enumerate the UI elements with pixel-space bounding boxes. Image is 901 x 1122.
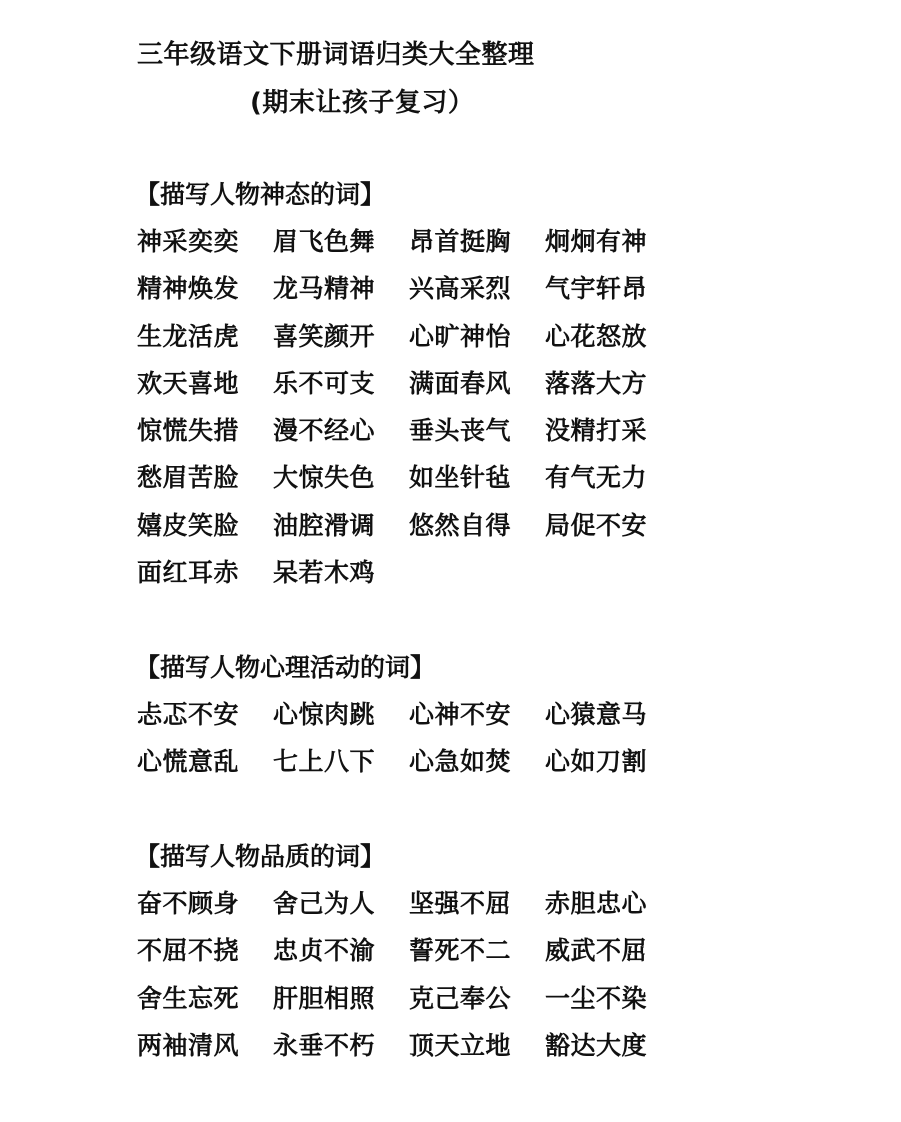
word-item: 神采奕奕	[137, 227, 240, 256]
word-item: 龙马精神	[273, 274, 376, 304]
word-item: 昂首挺胸	[409, 227, 512, 256]
word-item: 喜笑颜开	[273, 321, 376, 351]
page-subtitle: (期末让孩子复习）	[250, 88, 475, 118]
word-item: 克己奉公	[409, 983, 512, 1013]
word-item: 心惊肉跳	[273, 700, 376, 729]
word-item: 不屈不挠	[137, 936, 240, 966]
word-item: 肝胆相照	[273, 983, 376, 1013]
word-item: 心急如焚	[409, 747, 512, 777]
word-item: 漫不经心	[273, 416, 376, 446]
word-item: 顶天立地	[409, 1030, 512, 1060]
word-item: 惊慌失措	[137, 416, 240, 446]
word-item: 威武不屈	[545, 936, 648, 966]
word-item: 悠然自得	[409, 510, 512, 540]
word-item: 一尘不染	[545, 983, 648, 1013]
word-item: 油腔滑调	[273, 510, 376, 540]
word-item: 欢天喜地	[137, 368, 240, 398]
word-item: 兴高采烈	[409, 274, 512, 304]
word-item: 坚强不屈	[409, 889, 512, 918]
word-item: 心旷神怡	[409, 321, 512, 351]
section-heading: 【描写人物品质的词】	[135, 842, 386, 871]
word-grid	[137, 880, 681, 1069]
word-item: 奋不顾身	[137, 889, 240, 918]
word-item: 乐不可支	[273, 368, 376, 398]
word-item: 如坐针毡	[409, 463, 512, 493]
word-item: 誓死不二	[409, 936, 512, 966]
word-item: 眉飞色舞	[273, 227, 376, 256]
word-item: 嬉皮笑脸	[137, 510, 240, 540]
word-item: 忐忑不安	[137, 700, 240, 729]
word-item: 七上八下	[273, 747, 376, 777]
word-item: 没精打采	[545, 416, 648, 446]
word-item: 永垂不朽	[273, 1030, 376, 1060]
word-item: 生龙活虎	[137, 321, 240, 351]
word-item: 舍生忘死	[137, 983, 240, 1013]
word-item: 落落大方	[545, 368, 648, 398]
word-item: 有气无力	[545, 463, 648, 493]
word-item: 两袖清风	[137, 1030, 240, 1060]
word-item: 赤胆忠心	[545, 889, 648, 918]
word-item: 忠贞不渝	[273, 936, 376, 966]
word-item: 垂头丧气	[409, 416, 512, 446]
word-item: 心慌意乱	[137, 747, 240, 777]
word-item: 气宇轩昂	[545, 274, 648, 304]
word-item: 精神焕发	[137, 274, 240, 304]
word-item: 愁眉苦脸	[137, 463, 240, 493]
word-item: 满面春风	[409, 368, 512, 398]
word-item: 大惊失色	[273, 463, 376, 493]
word-item: 心花怒放	[545, 321, 648, 351]
word-item: 舍己为人	[273, 889, 376, 918]
word-grid	[137, 691, 681, 786]
word-item: 炯炯有神	[545, 227, 648, 256]
section-heading: 【描写人物心理活动的词】	[135, 653, 436, 682]
page-title: 三年级语文下册词语归类大全整理	[137, 40, 535, 70]
word-item: 心如刀割	[545, 747, 648, 777]
word-item: 面红耳赤	[137, 558, 240, 588]
word-item: 局促不安	[545, 510, 648, 540]
word-item: 心猿意马	[545, 700, 648, 729]
word-grid	[137, 218, 681, 596]
section-character-words	[137, 833, 681, 1069]
word-item: 呆若木鸡	[273, 558, 376, 588]
word-item: 豁达大度	[545, 1030, 648, 1060]
word-item: 心神不安	[409, 700, 512, 729]
section-heading: 【描写人物神态的词】	[135, 180, 386, 209]
section-psychology-words	[137, 644, 681, 786]
section-expression-words	[137, 171, 681, 596]
